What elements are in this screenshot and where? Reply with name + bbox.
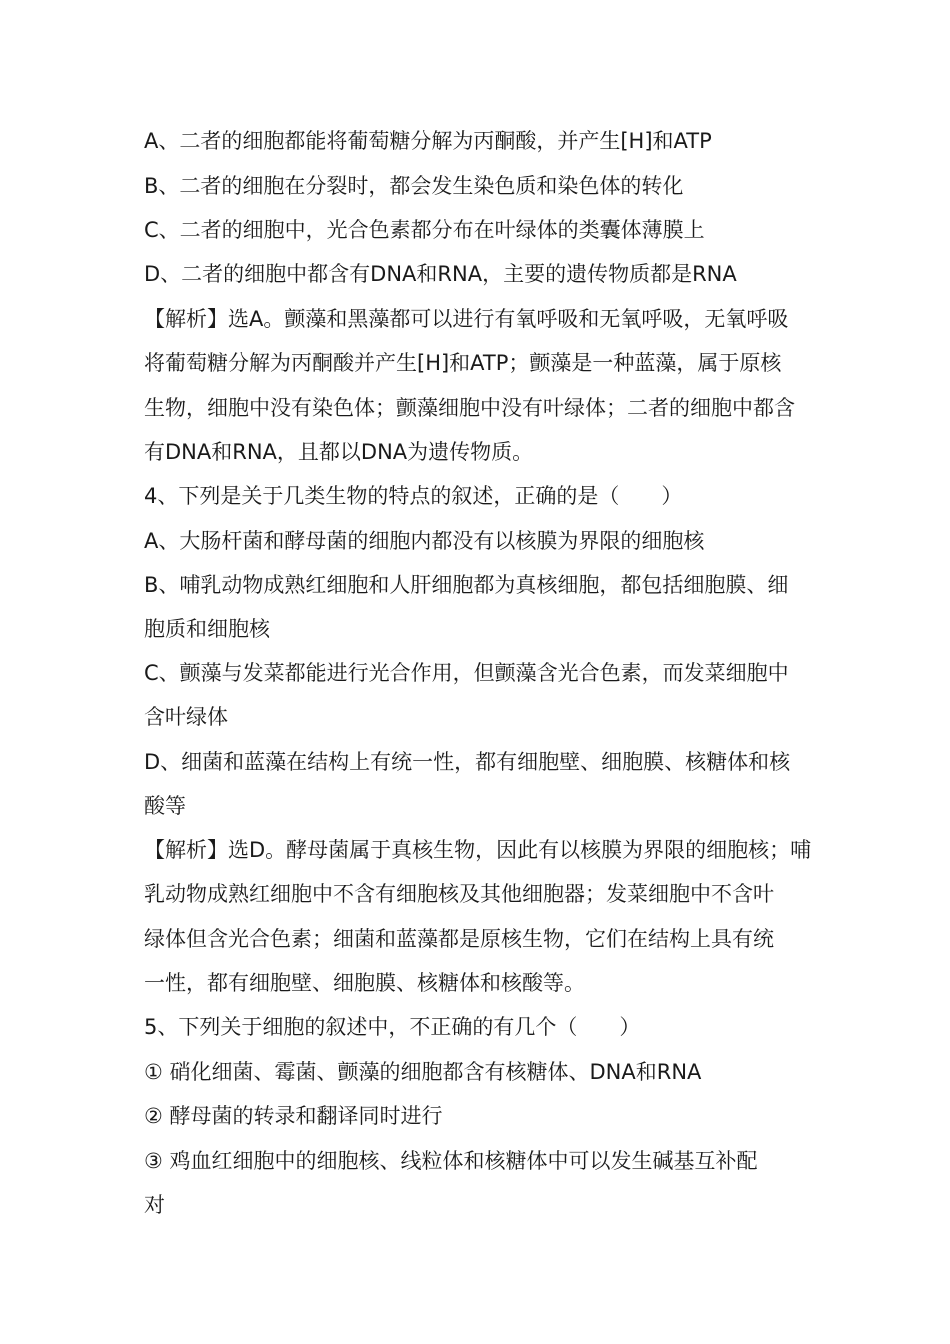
option-c-line: 含叶绿体 [144, 705, 228, 729]
option-c-line: C、二者的细胞中，光合色素都分布在叶绿体的类囊体薄膜上 [144, 218, 705, 242]
analysis-line: 【解析】选D。酵母菌属于真核生物，因此有以核膜为界限的细胞核；哺 [144, 838, 812, 862]
option-a-line: A、大肠杆菌和酵母菌的细胞内都没有以核膜为界限的细胞核 [144, 529, 705, 553]
option-c-line: C、颤藻与发菜都能进行光合作用，但颤藻含光合色素，而发菜细胞中 [144, 661, 789, 685]
option-d-line: 酸等 [144, 794, 186, 818]
statement-3-line: 对 [144, 1193, 165, 1217]
question-4-line: 4、下列是关于几类生物的特点的叙述，正确的是（ ） [144, 484, 683, 508]
analysis-line: 一性，都有细胞壁、细胞膜、核糖体和核酸等。 [144, 971, 585, 995]
analysis-line: 乳动物成熟红细胞中不含有细胞核及其他细胞器；发菜细胞中不含叶 [144, 882, 774, 906]
analysis-line: 有DNA和RNA，且都以DNA为遗传物质。 [144, 440, 534, 464]
analysis-line: 将葡萄糖分解为丙酮酸并产生[H]和ATP；颤藻是一种蓝藻，属于原核 [144, 351, 782, 375]
option-b-line: B、二者的细胞在分裂时，都会发生染色质和染色体的转化 [144, 174, 684, 198]
statement-2-line: ② 酵母菌的转录和翻译同时进行 [144, 1104, 443, 1128]
analysis-line: 绿体但含光合色素；细菌和蓝藻都是原核生物，它们在结构上具有统 [144, 927, 774, 951]
option-b-line: B、哺乳动物成熟红细胞和人肝细胞都为真核细胞，都包括细胞膜、细 [144, 573, 789, 597]
statement-3-line: ③ 鸡血红细胞中的细胞核、线粒体和核糖体中可以发生碱基互补配 [144, 1149, 758, 1173]
statement-1-line: ① 硝化细菌、霉菌、颤藻的细胞都含有核糖体、DNA和RNA [144, 1060, 702, 1084]
analysis-line: 生物，细胞中没有染色体；颤藻细胞中没有叶绿体；二者的细胞中都含 [144, 396, 795, 420]
question-5-line: 5、下列关于细胞的叙述中，不正确的有几个（ ） [144, 1015, 641, 1039]
option-d-line: D、细菌和蓝藻在结构上有统一性，都有细胞壁、细胞膜、核糖体和核 [144, 750, 791, 774]
option-b-line: 胞质和细胞核 [144, 617, 270, 641]
option-d-line: D、二者的细胞中都含有DNA和RNA，主要的遗传物质都是RNA [144, 262, 737, 286]
analysis-line: 【解析】选A。颤藻和黑藻都可以进行有氧呼吸和无氧呼吸，无氧呼吸 [144, 307, 789, 331]
option-a-line: A、二者的细胞都能将葡萄糖分解为丙酮酸，并产生[H]和ATP [144, 129, 712, 153]
